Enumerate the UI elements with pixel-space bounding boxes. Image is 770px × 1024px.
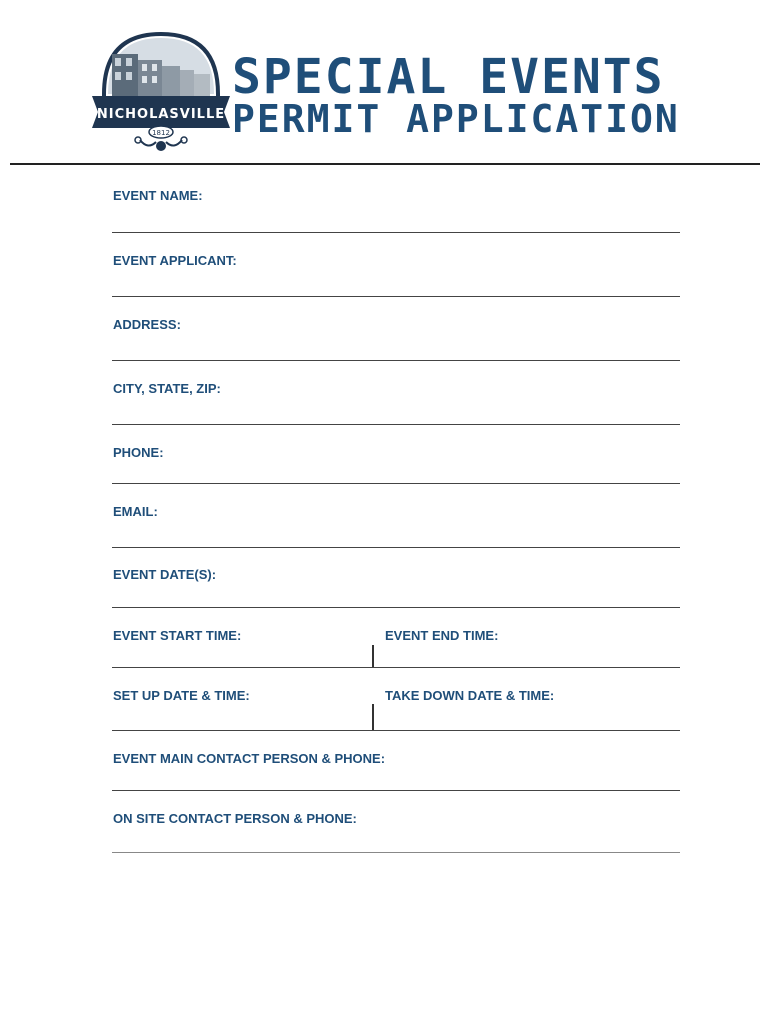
header-divider [10, 163, 760, 165]
event-applicant-line[interactable] [112, 296, 680, 297]
event-applicant-label: EVENT APPLICANT: [113, 253, 237, 268]
event-dates-label: EVENT DATE(S): [113, 567, 217, 582]
main-contact-line[interactable] [112, 790, 680, 791]
event-name-label: EVENT NAME: [113, 188, 203, 203]
event-dates-line[interactable] [112, 607, 680, 608]
setup-date-time-label: SET UP DATE & TIME: [113, 688, 250, 703]
main-contact-label: EVENT MAIN CONTACT PERSON & PHONE: [113, 751, 386, 766]
city-state-zip-label: CITY, STATE, ZIP: [113, 381, 221, 396]
city-logo [90, 24, 232, 156]
event-end-time-label: EVENT END TIME: [385, 628, 499, 643]
city-state-zip-line[interactable] [112, 424, 680, 425]
takedown-date-time-label: TAKE DOWN DATE & TIME: [385, 688, 555, 703]
logo-year: 1812 [152, 129, 170, 137]
title-line-1: SPECIAL EVENTS [232, 49, 665, 105]
onsite-contact-line[interactable] [112, 852, 680, 853]
logo-text: NICHOLASVILLE [96, 107, 226, 122]
title-line-2: PERMIT APPLICATION [232, 97, 680, 141]
phone-line[interactable] [112, 483, 680, 484]
setup-divider [372, 704, 374, 730]
phone-label: PHONE: [113, 445, 164, 460]
header [0, 0, 770, 170]
address-line[interactable] [112, 360, 680, 361]
onsite-contact-label: ON SITE CONTACT PERSON & PHONE: [113, 811, 357, 826]
event-time-line[interactable] [112, 667, 680, 668]
address-label: ADDRESS: [113, 317, 181, 332]
email-line[interactable] [112, 547, 680, 548]
time-divider [372, 645, 374, 667]
setup-takedown-line[interactable] [112, 730, 680, 731]
event-start-time-label: EVENT START TIME: [113, 628, 242, 643]
event-name-line[interactable] [112, 232, 680, 233]
email-label: EMAIL: [113, 504, 158, 519]
